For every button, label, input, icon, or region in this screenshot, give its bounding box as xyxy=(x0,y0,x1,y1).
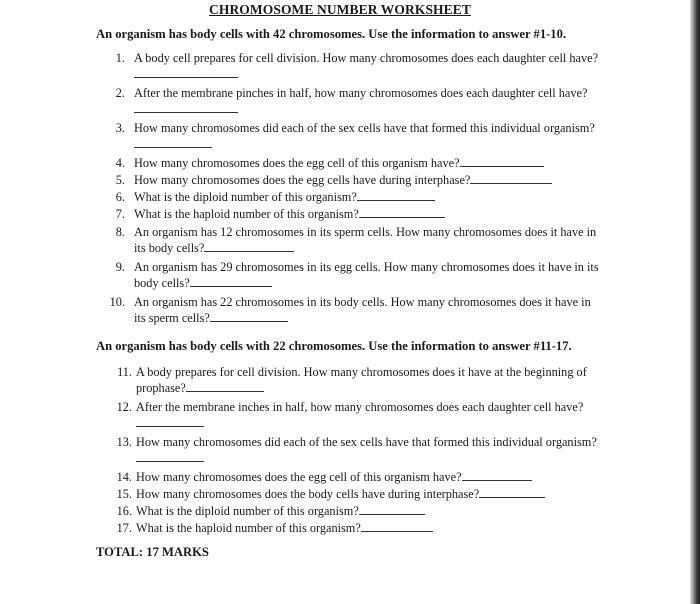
question-text: How many chromosomes did each of the sex cells have that formed this individual organism? xyxy=(136,434,606,466)
question-text: A body cell prepares for cell division. How many chromosomes does each daughter cell have? xyxy=(134,50,604,82)
question-number: 2. xyxy=(115,86,125,100)
answer-blank[interactable] xyxy=(361,520,433,532)
answer-blank[interactable] xyxy=(479,486,545,498)
section-2-heading: An organism has body cells with 22 chromosomes. Use the information to answer #11-17. xyxy=(96,339,572,353)
question-9 xyxy=(0,259,614,294)
question-4 xyxy=(0,155,614,172)
question-3 xyxy=(0,120,614,155)
answer-blank[interactable] xyxy=(470,172,552,184)
answer-blank[interactable] xyxy=(204,240,294,252)
question-text: How many chromosomes does the body cells have during interphase? xyxy=(136,486,606,502)
question-16 xyxy=(0,503,606,520)
question-number: 15. xyxy=(116,487,132,501)
question-11 xyxy=(0,364,606,399)
question-10 xyxy=(0,294,614,329)
question-number: 14. xyxy=(116,470,132,484)
answer-blank[interactable] xyxy=(134,136,212,148)
question-text: An organism has 22 chromosomes in its body cells. How many chromosomes does it have in its sperm cells? xyxy=(134,295,591,325)
question-text: What is the diploid number of this organism? xyxy=(134,189,604,205)
question-text: An organism has 12 chromosomes in its sperm cells. How many chromosomes does it have in its body cells? xyxy=(134,225,597,255)
question-text: A body prepares for cell division. How many chromosomes does it have at the beginning of prophase? xyxy=(136,365,587,395)
answer-blank[interactable] xyxy=(359,503,425,515)
worksheet-title: CHROMOSOME NUMBER WORKSHEET xyxy=(209,2,471,17)
question-17 xyxy=(0,520,606,537)
section-2-questions xyxy=(0,364,606,537)
question-number: 10. xyxy=(109,295,125,309)
question-text: How many chromosomes does the egg cell of this organism have? xyxy=(136,469,606,485)
section-1-questions xyxy=(0,50,614,329)
answer-blank[interactable] xyxy=(462,469,532,481)
question-12 xyxy=(0,399,606,434)
question-2 xyxy=(0,85,614,120)
question-13 xyxy=(0,434,606,469)
question-number: 6. xyxy=(115,190,125,204)
question-number: 16. xyxy=(116,504,132,518)
question-text: After the membrane inches in half, how many chromosomes does each daughter cell have? xyxy=(136,399,606,431)
answer-blank[interactable] xyxy=(190,275,272,287)
question-number: 7. xyxy=(115,207,125,221)
answer-blank[interactable] xyxy=(210,310,288,322)
question-text: What is the haploid number of this organism? xyxy=(136,520,606,536)
question-number: 9. xyxy=(115,260,125,274)
total-marks: TOTAL: 17 MARKS xyxy=(96,545,209,559)
answer-blank[interactable] xyxy=(134,101,238,113)
question-text: How many chromosomes does the egg cells have during interphase? xyxy=(134,172,614,188)
answer-blank[interactable] xyxy=(136,415,204,427)
question-text: How many chromosomes does the egg cell of this organism have? xyxy=(134,155,604,171)
page-edge-shadow xyxy=(690,0,700,604)
question-number: 1. xyxy=(115,51,125,65)
question-1 xyxy=(0,50,614,85)
question-text: What is the diploid number of this organism? xyxy=(136,503,606,519)
answer-blank[interactable] xyxy=(136,450,204,462)
question-number: 5. xyxy=(115,173,125,187)
answer-blank[interactable] xyxy=(357,189,435,201)
question-5 xyxy=(0,172,614,189)
question-15 xyxy=(0,486,606,503)
answer-blank[interactable] xyxy=(460,155,544,167)
question-number: 8. xyxy=(115,225,125,239)
question-text: How many chromosomes did each of the sex cells have that formed this individual organism? xyxy=(134,120,604,152)
section-1-heading: An organism has body cells with 42 chromosomes. Use the information to answer #1-10. xyxy=(96,27,567,41)
question-text: After the membrane pinches in half, how many chromosomes does each daughter cell have? xyxy=(134,85,604,117)
question-number: 4. xyxy=(115,156,125,170)
answer-blank[interactable] xyxy=(186,380,264,392)
question-number: 3. xyxy=(115,121,125,135)
question-number: 17. xyxy=(116,521,132,535)
question-6 xyxy=(0,189,614,206)
answer-blank[interactable] xyxy=(134,66,238,78)
question-number: 13. xyxy=(116,435,132,449)
question-7 xyxy=(0,206,614,224)
question-number: 12. xyxy=(116,400,132,414)
answer-blank[interactable] xyxy=(359,206,445,218)
question-14 xyxy=(0,469,606,486)
question-8 xyxy=(0,224,614,259)
question-text: What is the haploid number of this organism? xyxy=(134,206,604,222)
question-number: 11. xyxy=(117,365,132,379)
question-text: An organism has 29 chromosomes in its egg cells. How many chromosomes does it have in its body cells? xyxy=(134,260,599,290)
